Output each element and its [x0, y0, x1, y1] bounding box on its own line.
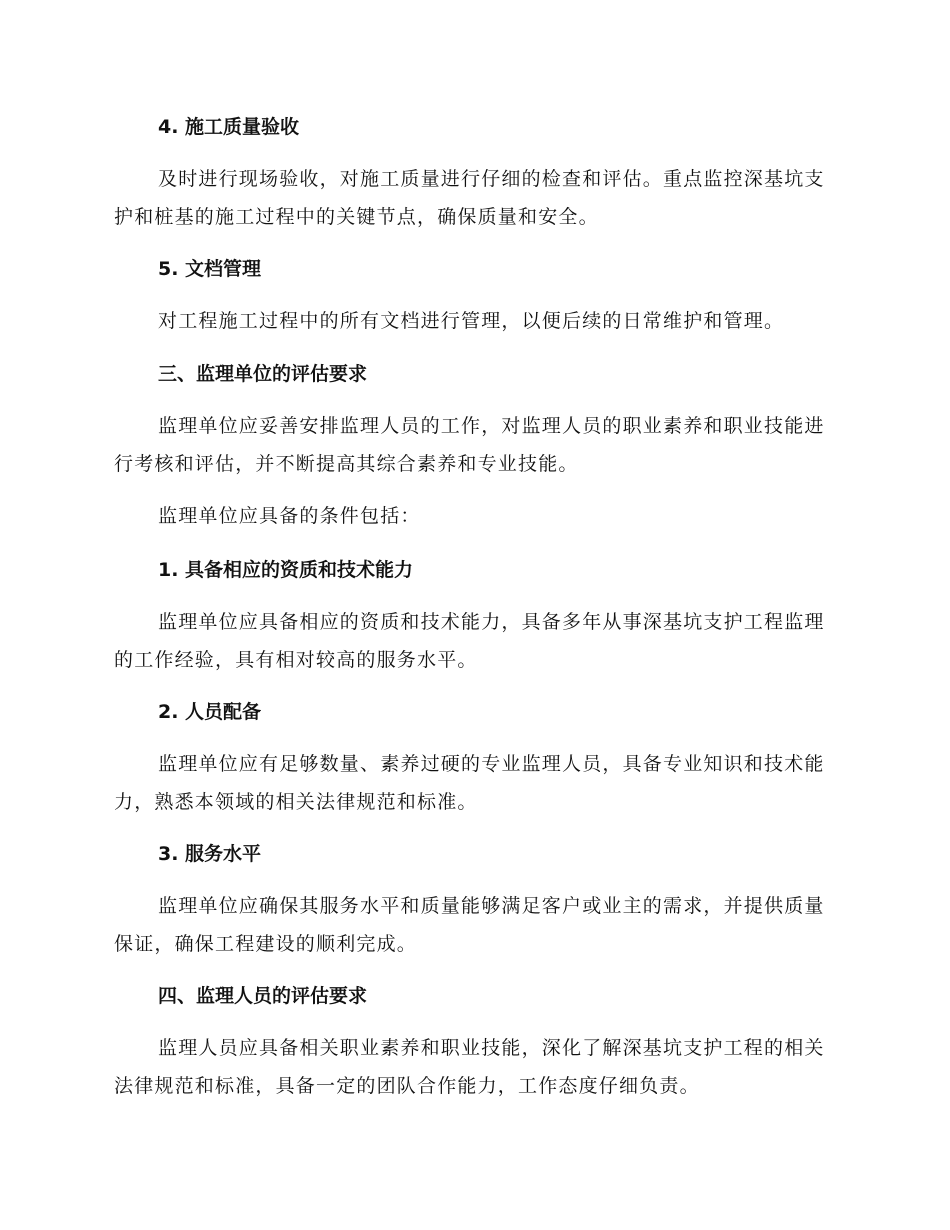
section-heading-service-level: 3. 服务水平	[158, 843, 262, 865]
section-heading-supervisor-requirements: 四、监理人员的评估要求	[158, 985, 368, 1007]
section-heading-quality-acceptance: 4. 施工质量验收	[158, 116, 300, 138]
section-heading-supervision-unit-requirements: 三、监理单位的评估要求	[158, 363, 368, 385]
paragraph-quality-acceptance: 及时进行现场验收，对施工质量进行仔细的检查和评估。重点监控深基坑支护和桩基的施工过程中的关键节点，确保质量和安全。	[114, 168, 825, 228]
paragraph-unit-conditions-intro: 监理单位应具备的条件包括：	[158, 505, 421, 527]
section-heading-staffing: 2. 人员配备	[158, 701, 262, 723]
paragraph-document-management: 对工程施工过程中的所有文档进行管理，以便后续的日常维护和管理。	[158, 310, 785, 332]
section-heading-qualification: 1. 具备相应的资质和技术能力	[158, 559, 414, 581]
paragraph-supervision-unit-requirements: 监理单位应妥善安排监理人员的工作，对监理人员的职业素养和职业技能进行考核和评估，并不断提高其综合素养和专业技能。	[114, 415, 825, 475]
paragraph-staffing: 监理单位应有足够数量、素养过硬的专业监理人员，具备专业知识和技术能力，熟悉本领域的相关法律规范和标准。	[114, 753, 825, 813]
section-heading-document-management: 5. 文档管理	[158, 258, 262, 280]
paragraph-service-level: 监理单位应确保其服务水平和质量能够满足客户或业主的需求，并提供质量保证，确保工程建设的顺利完成。	[114, 895, 825, 955]
paragraph-qualification: 监理单位应具备相应的资质和技术能力，具备多年从事深基坑支护工程监理的工作经验，具有相对较高的服务水平。	[114, 611, 825, 671]
paragraph-supervisor-requirements: 监理人员应具备相关职业素养和职业技能，深化了解深基坑支护工程的相关法律规范和标准，具备一定的团队合作能力，工作态度仔细负责。	[114, 1037, 825, 1097]
